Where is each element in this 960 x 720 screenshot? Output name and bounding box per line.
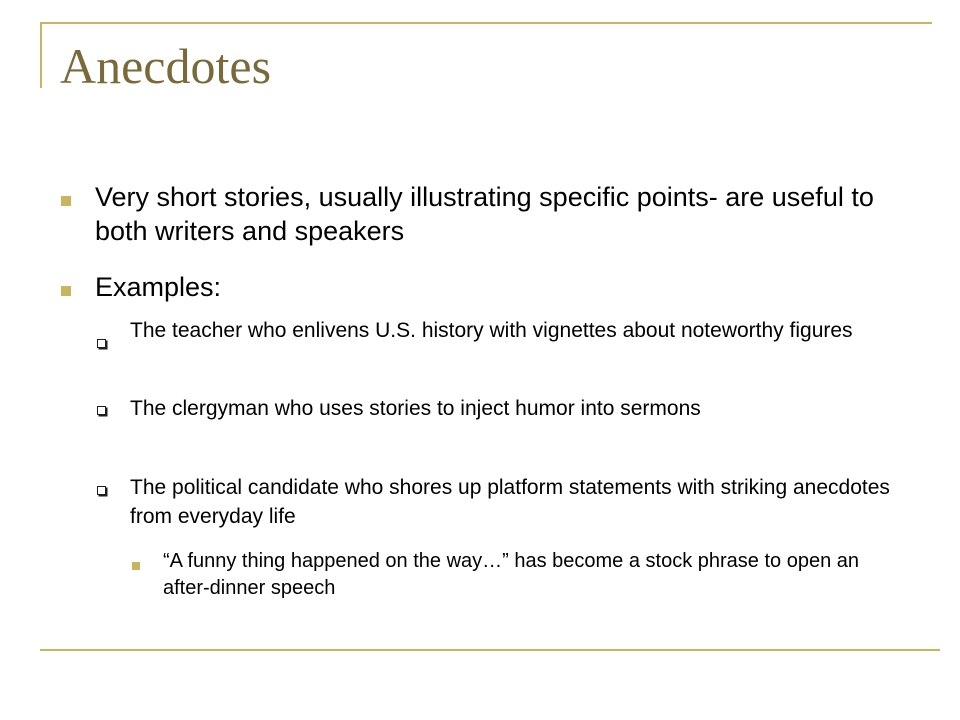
hollow-square-bullet-icon: [97, 486, 106, 495]
bottom-rule: [40, 649, 940, 651]
top-rule: [40, 22, 932, 24]
square-bullet-icon: [61, 286, 71, 296]
square-bullet-icon: [61, 196, 71, 206]
sub-bullet-text: The teacher who enlivens U.S. history with vignettes about noteworthy figures: [130, 319, 853, 342]
hollow-square-bullet-icon: [97, 406, 106, 415]
sub-bullet-text: The political candidate who shores up platform statements with striking anecdotes from everyday life: [130, 476, 890, 528]
bullet-text: Very short stories, usually illustrating specific points- are useful to both writers and speakers: [95, 182, 874, 246]
hollow-square-bullet-icon: [97, 339, 106, 348]
sub-bullet-text: The clergyman who uses stories to inject humor into sermons: [130, 397, 701, 420]
bullet-text: Examples:: [95, 272, 222, 302]
slide-title: Anecdotes: [60, 38, 272, 94]
small-square-bullet-icon: [132, 562, 140, 570]
sub-sub-bullet-text: “A funny thing happened on the way…” has become a stock phrase to open an after-dinner speech: [163, 550, 860, 599]
left-rule: [40, 22, 42, 88]
